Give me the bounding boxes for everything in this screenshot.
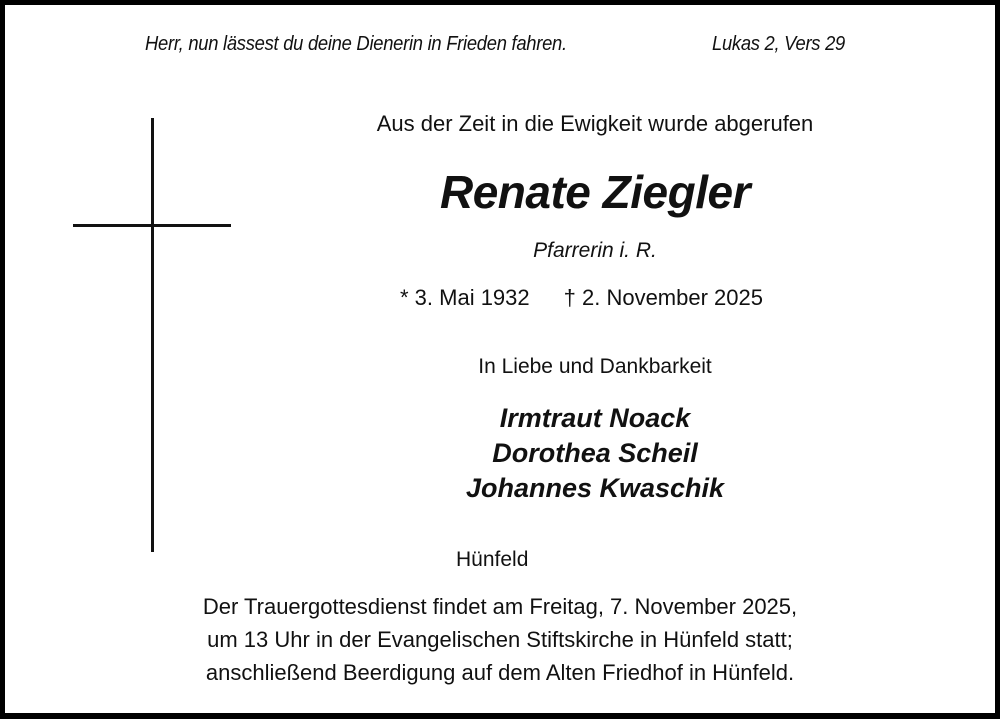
mourners-list bbox=[345, 401, 845, 506]
verse-reference: Lukas 2, Vers 29 bbox=[712, 33, 845, 55]
service-line: anschließend Beerdigung auf dem Alten Friedhof in Hünfeld. bbox=[205, 660, 795, 685]
deceased-title: Pfarrerin i. R. bbox=[533, 239, 657, 262]
service-line: um 13 Uhr in der Evangelischen Stiftskirche in Hünfeld statt; bbox=[207, 627, 793, 652]
birth-date: * 3. Mai 1932 bbox=[400, 285, 530, 310]
bible-verse: Herr, nun lässest du deine Dienerin in Frieden fahren. bbox=[145, 33, 567, 55]
mourner-name: Irmtraut Noack bbox=[499, 403, 691, 433]
cross-horizontal-bar bbox=[73, 224, 231, 227]
deceased-name: Renate Ziegler bbox=[440, 166, 750, 218]
service-line: Der Trauergottesdienst findet am Freitag, 7. November 2025, bbox=[202, 594, 798, 619]
thanks-line: In Liebe und Dankbarkeit bbox=[478, 355, 712, 378]
intro-line: Aus der Zeit in die Ewigkeit wurde abgerufen bbox=[376, 111, 814, 136]
death-date: † 2. November 2025 bbox=[563, 285, 763, 310]
place: Hünfeld bbox=[456, 548, 529, 571]
obituary-notice bbox=[5, 5, 995, 713]
cross-vertical-bar bbox=[151, 118, 154, 552]
mourner-name: Dorothea Scheil bbox=[492, 438, 698, 468]
mourner-name: Johannes Kwaschik bbox=[465, 473, 725, 503]
life-dates bbox=[400, 285, 763, 311]
service-info bbox=[105, 590, 895, 689]
